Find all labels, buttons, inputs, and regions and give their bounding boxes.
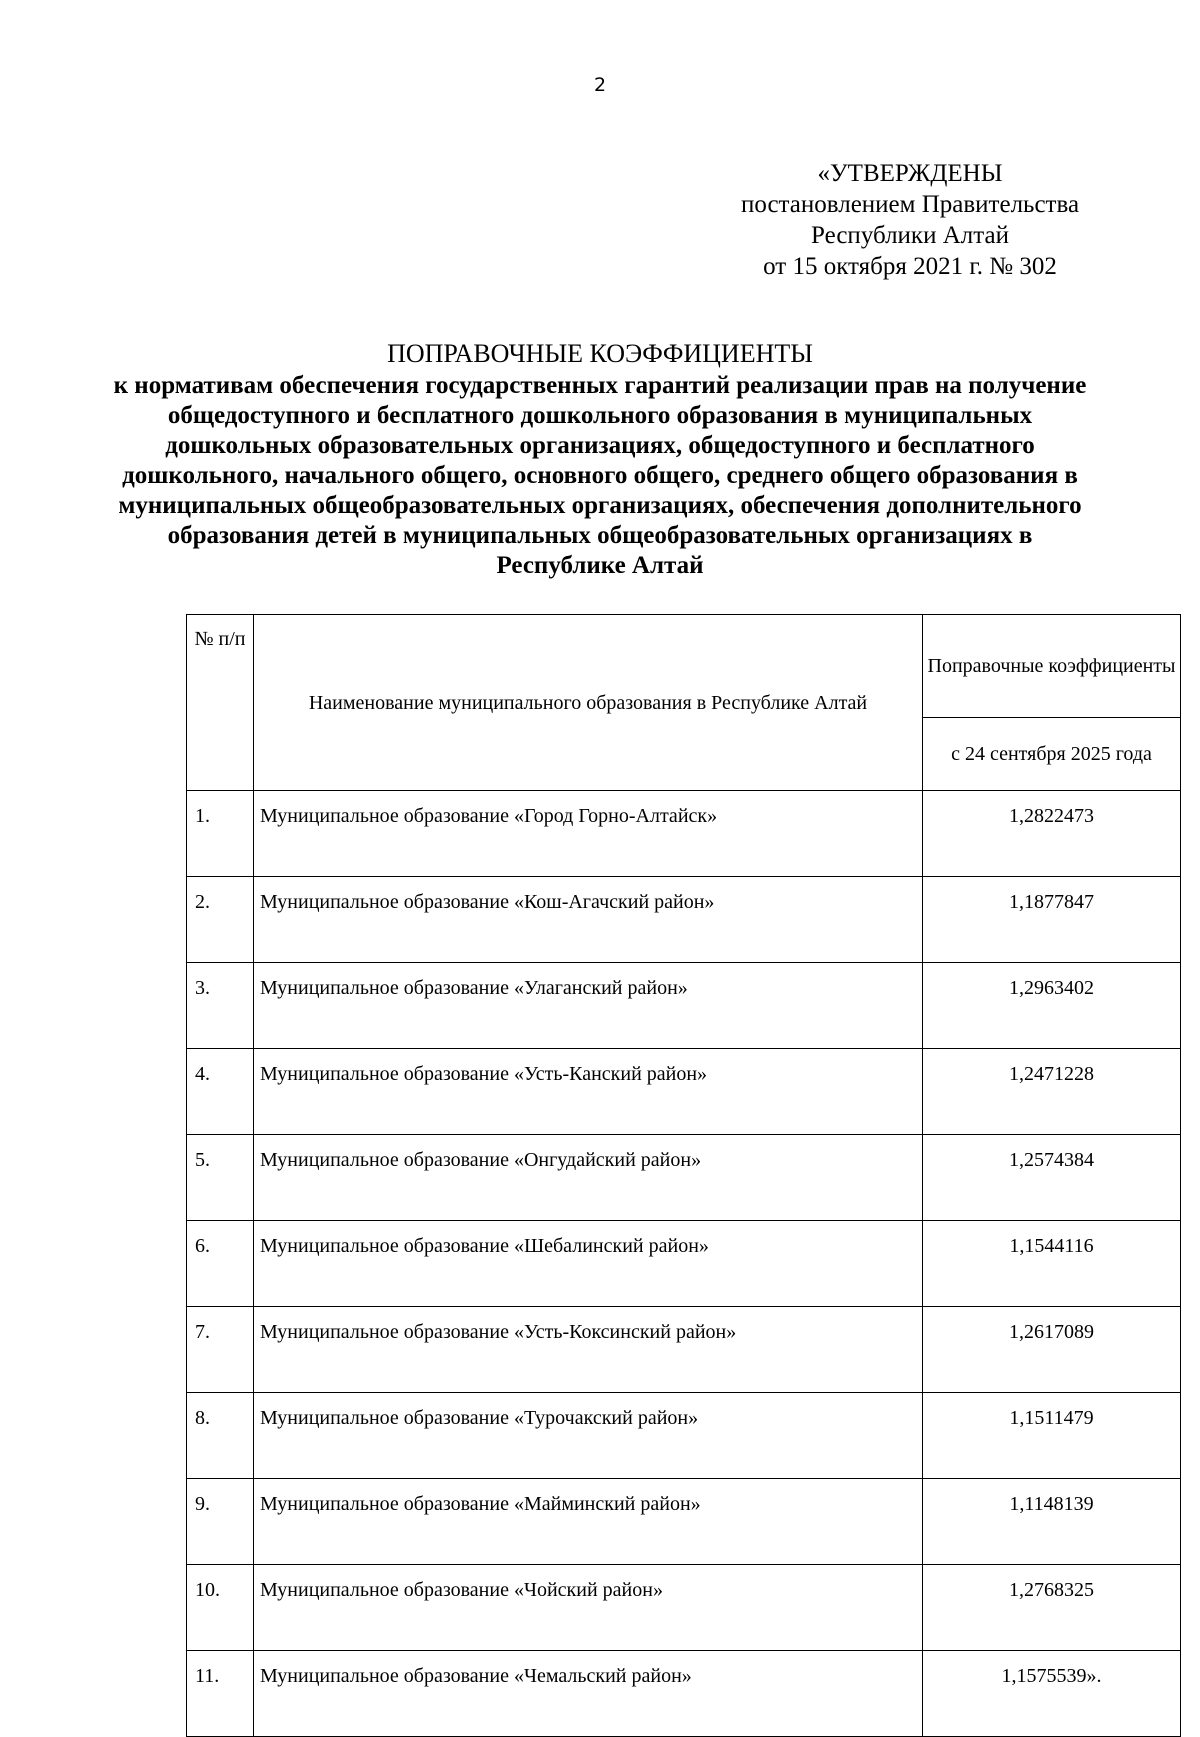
approval-heading: «УТВЕРЖДЕНЫ: [817, 160, 1003, 187]
row-number: 8.: [187, 1393, 254, 1479]
page-number: 2: [593, 74, 607, 96]
row-number: 4.: [187, 1049, 254, 1135]
table-row: [187, 1393, 1181, 1479]
table-row: [187, 1479, 1181, 1565]
header-name: Наименование муниципального образования в Республике Алтай: [254, 615, 923, 791]
row-number: 5.: [187, 1135, 254, 1221]
row-value: 1,1575539».: [923, 1651, 1181, 1737]
title-line: к нормативам обеспечения государственных гарантий реализации прав на получение: [113, 372, 1087, 399]
row-number: 10.: [187, 1565, 254, 1651]
row-name: Муниципальное образование «Усть-Канский район»: [254, 1049, 923, 1135]
approval-resolution: постановлением Правительства: [740, 191, 1080, 218]
row-value: 1,2471228: [923, 1049, 1181, 1135]
table-row: [187, 963, 1181, 1049]
title-line: дошкольного, начального общего, основного общего, среднего общего образования в: [122, 462, 1078, 489]
title-main: ПОПРАВОЧНЫЕ КОЭФФИЦИЕНТЫ: [387, 339, 813, 368]
row-name: Муниципальное образование «Майминский район»: [254, 1479, 923, 1565]
row-number: 3.: [187, 963, 254, 1049]
row-value: 1,2574384: [923, 1135, 1181, 1221]
row-name: Муниципальное образование «Турочакский район»: [254, 1393, 923, 1479]
table-row: [187, 1135, 1181, 1221]
row-value: 1,2963402: [923, 963, 1181, 1049]
title-line: образования детей в муниципальных общеобразовательных организациях в: [167, 522, 1033, 549]
row-value: 1,2768325: [923, 1565, 1181, 1651]
row-value: 1,1877847: [923, 877, 1181, 963]
row-value: 1,1148139: [923, 1479, 1181, 1565]
approval-government: Республики Алтай: [811, 222, 1009, 249]
table-row: [187, 877, 1181, 963]
row-name: Муниципальное образование «Онгудайский район»: [254, 1135, 923, 1221]
row-number: 6.: [187, 1221, 254, 1307]
row-name: Муниципальное образование «Кош-Агачский район»: [254, 877, 923, 963]
row-value: 1,1544116: [923, 1221, 1181, 1307]
row-number: 7.: [187, 1307, 254, 1393]
document-title: [100, 339, 1100, 581]
title-line: дошкольных образовательных организациях, общедоступного и бесплатного: [165, 432, 1035, 459]
row-name: Муниципальное образование «Город Горно-Алтайск»: [254, 791, 923, 877]
row-name: Муниципальное образование «Чемальский район»: [254, 1651, 923, 1737]
row-name: Муниципальное образование «Усть-Коксинский район»: [254, 1307, 923, 1393]
row-number: 11.: [187, 1651, 254, 1737]
table-row: [187, 1049, 1181, 1135]
title-line: муниципальных общеобразовательных организациях, обеспечения дополнительного: [118, 492, 1082, 519]
title-line: Республике Алтай: [496, 552, 704, 579]
approval-stamp: [700, 158, 1120, 282]
table-row: [187, 1651, 1181, 1737]
row-number: 1.: [187, 791, 254, 877]
approval-date: от 15 октября 2021 г. № 302: [763, 253, 1057, 280]
table-row: [187, 791, 1181, 877]
header-coefficients: Поправочные коэффициенты: [923, 615, 1181, 718]
row-value: 1,2822473: [923, 791, 1181, 877]
table-row: [187, 1565, 1181, 1651]
row-name: Муниципальное образование «Улаганский район»: [254, 963, 923, 1049]
row-number: 2.: [187, 877, 254, 963]
header-date: с 24 сентября 2025 года: [923, 718, 1181, 791]
title-line: общедоступного и бесплатного дошкольного образования в муниципальных: [167, 402, 1033, 429]
row-value: 1,2617089: [923, 1307, 1181, 1393]
row-number: 9.: [187, 1479, 254, 1565]
row-value: 1,1511479: [923, 1393, 1181, 1479]
row-name: Муниципальное образование «Чойский район»: [254, 1565, 923, 1651]
table-row: [187, 1307, 1181, 1393]
row-name: Муниципальное образование «Шебалинский район»: [254, 1221, 923, 1307]
coefficients-table: [186, 614, 1181, 1737]
header-num: № п/п: [187, 615, 254, 791]
table-row: [187, 1221, 1181, 1307]
